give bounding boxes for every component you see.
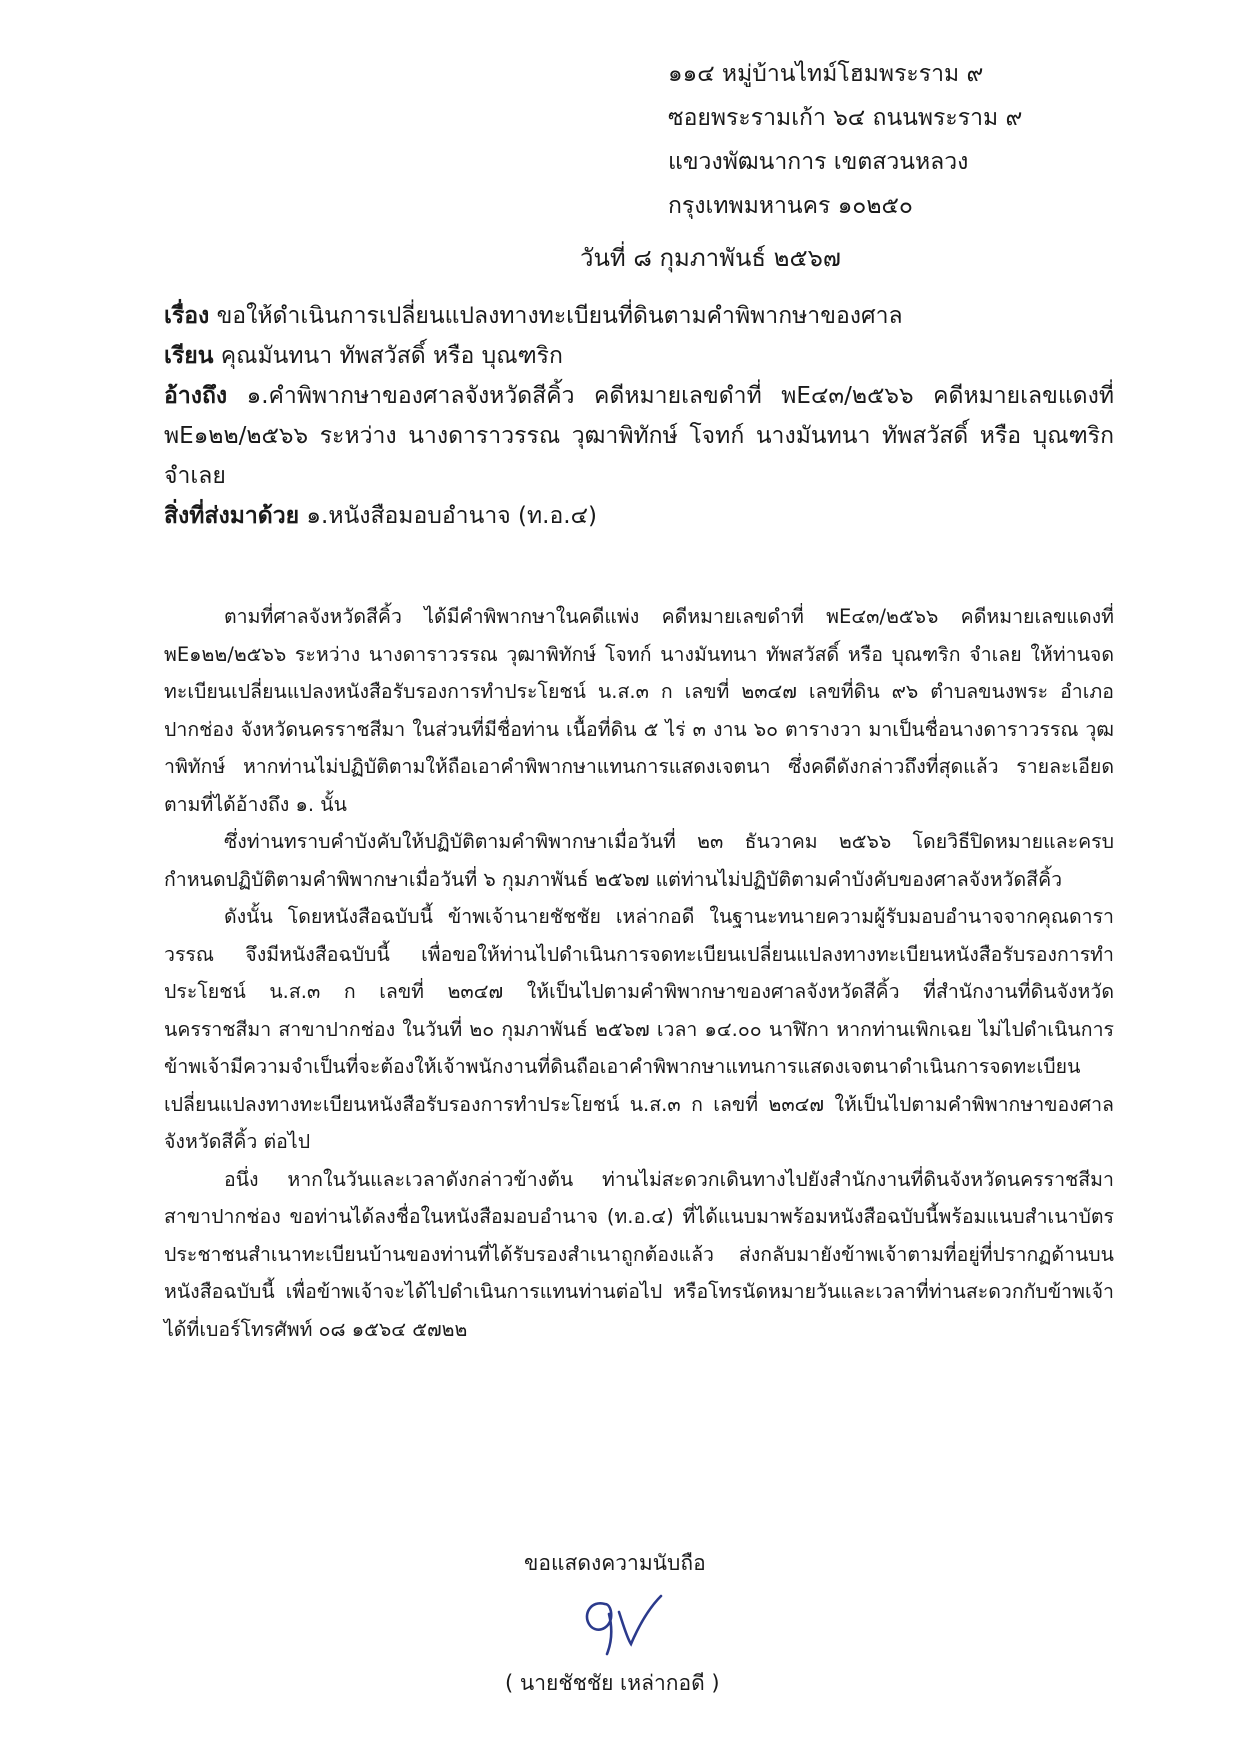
address-line-4: กรุงเทพมหานคร ๑๐๒๕๐ [668,193,913,219]
subject-label: เรื่อง [164,303,210,329]
subject-text: ขอให้ดำเนินการเปลี่ยนแปลงทางทะเบียนที่ดินตามคำพิพากษาของศาล [216,303,903,329]
reference-row [164,376,1114,496]
enclosure-label: สิ่งที่ส่งมาด้วย [164,503,300,529]
enclosure-row [164,496,1114,536]
body-paragraph-4: อนึ่ง หากในวันและเวลาดังกล่าวข้างต้น ท่านไม่สะดวกเดินทางไปยังสำนักงานที่ดินจังหวัดนครราชสีมา สาขาปากช่อง ขอท่านได้ลงชื่อในหนังสือมอบอำนาจ (ท.อ.๔) ที่ได้แนบมาพร้อมหนังสือฉบับนี้พร้อมแนบสำเนาบัตรประชาชนสำเนาทะเบียนบ้านของท่านที่ได้รับรองสำเนาถูกต้องแล้ว ส่งกลับมายังข้าพเจ้าตามที่อยู่ที่ปรากฏด้านบนหนังสือฉบับนี้ เพื่อข้าพเจ้าจะได้ไปดำเนินการแทนท่านต่อไป หรือโทรนัดหมายวันและเวลาที่ท่านสะดวกกับข้าพเจ้าได้ที่เบอร์โทรศัพท์ ๐๘ ๑๕๖๔ ๕๗๒๒ [164,1167,1114,1341]
enclosure-text: ๑.หนังสือมอบอำนาจ (ท.อ.๔) [306,503,597,529]
sender-address [668,52,1168,228]
address-line-2: ซอยพระรามเก้า ๖๔ ถนนพระราม ๙ [668,105,1023,131]
recipient-text: คุณมันทนา ทัพสวัสดิ์ หรือ บุณฑริก [220,343,563,369]
recipient-row [164,336,1114,376]
recipient-label: เรียน [164,343,214,369]
closing-salutation: ขอแสดงความนับถือ [524,1551,706,1575]
reference-label: อ้างถึง [164,383,228,409]
subject-row [164,296,1114,336]
signer-name: ( นายชัชชัย เหล่ากอดี ) [505,1671,720,1695]
body-paragraph-1: ตามที่ศาลจังหวัดสีคิ้ว ได้มีคำพิพากษาในคดีแพ่ง คดีหมายเลขดำที่ พE๔๓/๒๕๖๖ คดีหมายเลขแดงที่ พE๑๒๒/๒๕๖๖ ระหว่าง นางดาราวรรณ วุฒาพิทักษ์ โจทก์ นางมันทนา ทัพสวัสดิ์ หรือ บุณฑริก จำเลย ให้ท่านจดทะเบียนเปลี่ยนแปลงหนังสือรับรองการทำประโยชน์ น.ส.๓ ก เลขที่ ๒๓๔๗ เลขที่ดิน ๙๖ ตำบลขนงพระ อำเภอปากช่อง จังหวัดนครราชสีมา ในส่วนที่มีชื่อท่าน เนื้อที่ดิน ๕ ไร่ ๓ งาน ๖๐ ตารางวา มาเป็นชื่อนางดาราวรรณ วุฒาพิทักษ์ หากท่านไม่ปฏิบัติตามให้ถือเอาคำพิพากษาแทนการแสดงเจตนา ซึ่งคดีดังกล่าวถึงที่สุดแล้ว รายละเอียดตามที่ได้อ้างถึง ๑. นั้น [164,605,1114,816]
reference-text: ๑.คำพิพากษาของศาลจังหวัดสีคิ้ว คดีหมายเลขดำที่ พE๔๓/๒๕๖๖ คดีหมายเลขแดงที่ พE๑๒๒/๒๕๖๖ ระหว่าง นางดาราวรรณ วุฒาพิทักษ์ โจทก์ นางมันทนา ทัพสวัสดิ์ หรือ บุณฑริก จำเลย [164,383,1114,489]
address-line-3: แขวงพัฒนาการ เขตสวนหลวง [668,149,969,175]
body-paragraph-2: ซึ่งท่านทราบคำบังคับให้ปฏิบัติตามคำพิพากษาเมื่อวันที่ ๒๓ ธันวาคม ๒๕๖๖ โดยวิธีปิดหมายและครบกำหนดปฏิบัติตามคำพิพากษาเมื่อวันที่ ๖ กุมภาพันธ์ ๒๕๖๗ แต่ท่านไม่ปฏิบัติตามคำบังคับของศาลจังหวัดสีคิ้ว [164,830,1114,891]
signature-image [565,1590,675,1660]
letter-header [164,296,1114,536]
letter-body [164,598,1114,1348]
letter-date: วันที่ ๘ กุมภาพันธ์ ๒๕๖๗ [580,244,841,272]
body-paragraph-3: ดังนั้น โดยหนังสือฉบับนี้ ข้าพเจ้านายชัชชัย เหล่ากอดี ในฐานะทนายความผู้รับมอบอำนาจจากคุณดาราวรรณ จึงมีหนังสือฉบับนี้ เพื่อขอให้ท่านไปดำเนินการจดทะเบียนเปลี่ยนแปลงทางทะเบียนหนังสือรับรองการทำประโยชน์ น.ส.๓ ก เลขที่ ๒๓๔๗ ให้เป็นไปตามคำพิพากษาของศาลจังหวัดสีคิ้ว ที่สำนักงานที่ดินจังหวัดนครราชสีมา สาขาปากช่อง ในวันที่ ๒๐ กุมภาพันธ์ ๒๕๖๗ เวลา ๑๔.๐๐ นาฬิกา หากท่านเพิกเฉย ไม่ไปดำเนินการ ข้าพเจ้ามีความจำเป็นที่จะต้องให้เจ้าพนักงานที่ดินถือเอาคำพิพากษาแทนการแสดงเจตนาดำเนินการจดทะเบียนเปลี่ยนแปลงทางทะเบียนหนังสือรับรองการทำประโยชน์ น.ส.๓ ก เลขที่ ๒๓๔๗ ให้เป็นไปตามคำพิพากษาของศาลจังหวัดสีคิ้ว ต่อไป [164,905,1114,1153]
handwritten-signature-icon [565,1590,675,1660]
address-line-1: ๑๑๔ หมู่บ้านไทม์โฮมพระราม ๙ [668,61,984,87]
